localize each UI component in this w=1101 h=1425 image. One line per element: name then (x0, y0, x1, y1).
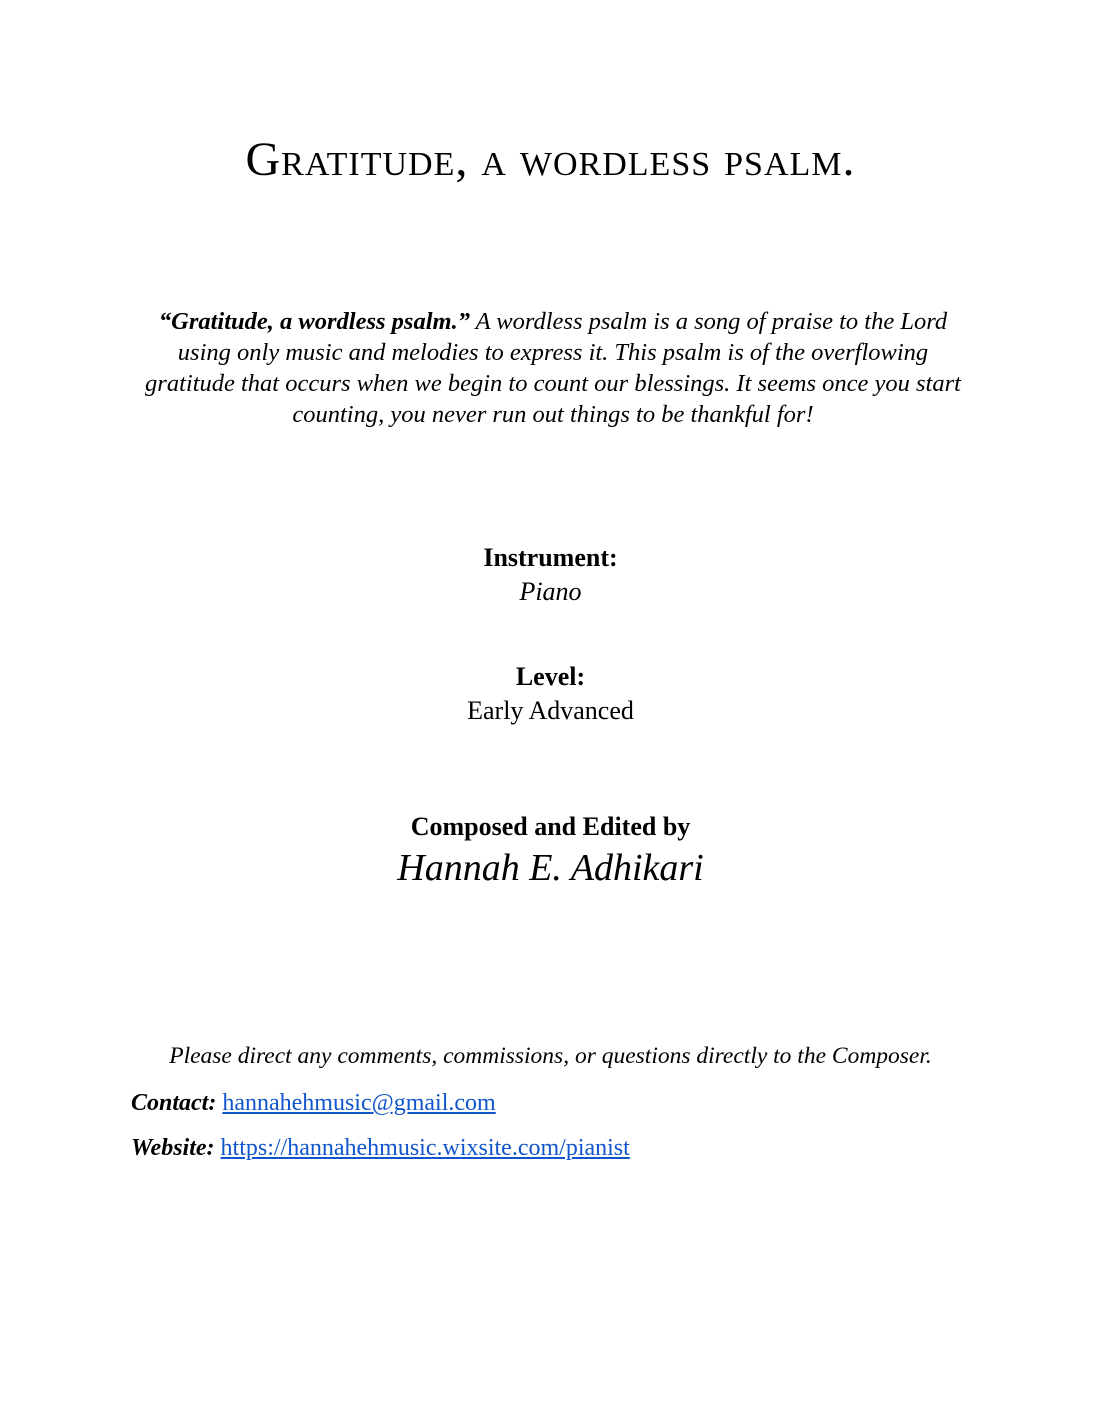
website-label: Website: (131, 1135, 215, 1161)
website-link[interactable]: https://hannahehmusic.wixsite.com/pianist (220, 1135, 630, 1161)
level-label: Level: (515, 662, 586, 691)
instrument-section (0, 541, 1101, 609)
level-value: Early Advanced (467, 696, 634, 725)
credits-section (0, 810, 1101, 892)
composer-name: Hannah E. Adhikari (397, 847, 704, 889)
credits-label: Composed and Edited by (410, 812, 691, 841)
website-line (131, 1132, 630, 1164)
document-title: Gratitude, a wordless psalm. (245, 133, 856, 186)
intro-body: A wordless psalm is a song of praise to the Lord using only music and melodies to express it. This psalm is of the overflowing gratitude that occurs when we begin to count our blessings. It seems once you start counting, you never run out things to be thankful for! (145, 308, 961, 428)
instrument-label: Instrument: (483, 543, 618, 572)
instrument-value: Piano (519, 577, 582, 606)
contact-note: Please direct any comments, commissions, or questions directly to the Composer. (169, 1043, 932, 1069)
intro-paragraph (140, 306, 966, 430)
contact-label: Contact: (131, 1090, 217, 1116)
intro-lead: “Gratitude, a wordless psalm.” (158, 308, 470, 335)
contact-line (131, 1087, 496, 1119)
email-link[interactable]: hannahehmusic@gmail.com (222, 1090, 496, 1116)
level-section (0, 660, 1101, 728)
